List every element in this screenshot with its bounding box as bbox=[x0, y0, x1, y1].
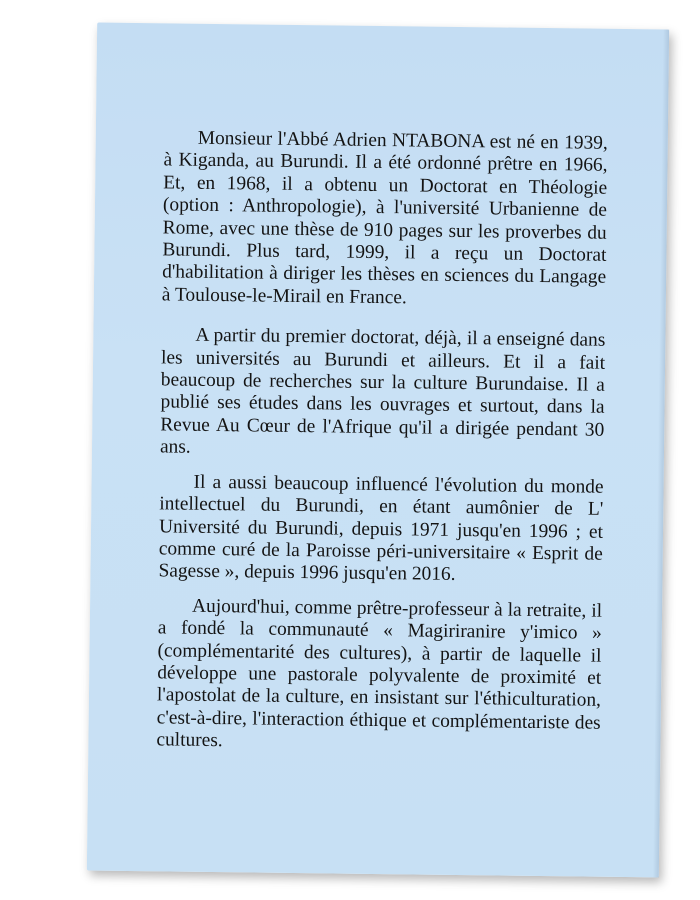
biography-paragraph-1: Monsieur l'Abbé Adrien NTABONA est né en 1939, à Kiganda, au Burundi. Il a été ordonné prêtre en 1966, Et, en 1968, il a obtenu un Doctorat en Théologie (option : Anthropologie), à l'université Urbanienne de Rome, avec une thèse de 910 pages sur les proverbes du Burundi. Plus tard, 1999, il a reçu un Doctorat d'habilitation à diriger les thèses en sciences du Langage à Toulouse-le-Mirail en France. bbox=[161, 127, 608, 309]
cover-edge-shadow bbox=[653, 29, 669, 877]
biography-paragraph-2: A partir du premier doctorat, déjà, il a enseigné dans les universités au Burundi et ailleurs. Et il a fait beaucoup de recherches sur la culture Burundaise. Il a publié ses études dans les ouvrages et surtout, dans la Revue Au Cœur de l'Afrique qu'il a dirigée pendant 30 ans. bbox=[159, 325, 606, 458]
biography-text bbox=[156, 127, 608, 757]
book-back-cover bbox=[87, 23, 669, 878]
biography-paragraph-3: Il a aussi beaucoup influencé l'évolution du monde intellectuel du Burundi, en étant aumônier de L' Université du Burundi, depuis 1971 jusqu'en 1996 ; et comme curé de la Paroisse péri-universitaire « Esprit de Sagesse », depuis 1996 jusqu'en 2016. bbox=[158, 471, 604, 586]
biography-paragraph-4: Aujourd'hui, comme prêtre-professeur à la retraite, il a fondé la communauté « Magiriranire y'imico » (complémentarité des cultures), à partir de laquelle il développe une pastorale polyvalente de proximité et l'apostolat de la culture, en insistant sur l'éthiculturation, c'est-à-dire, l'interaction éthique et complémentariste des cultures. bbox=[156, 595, 603, 752]
